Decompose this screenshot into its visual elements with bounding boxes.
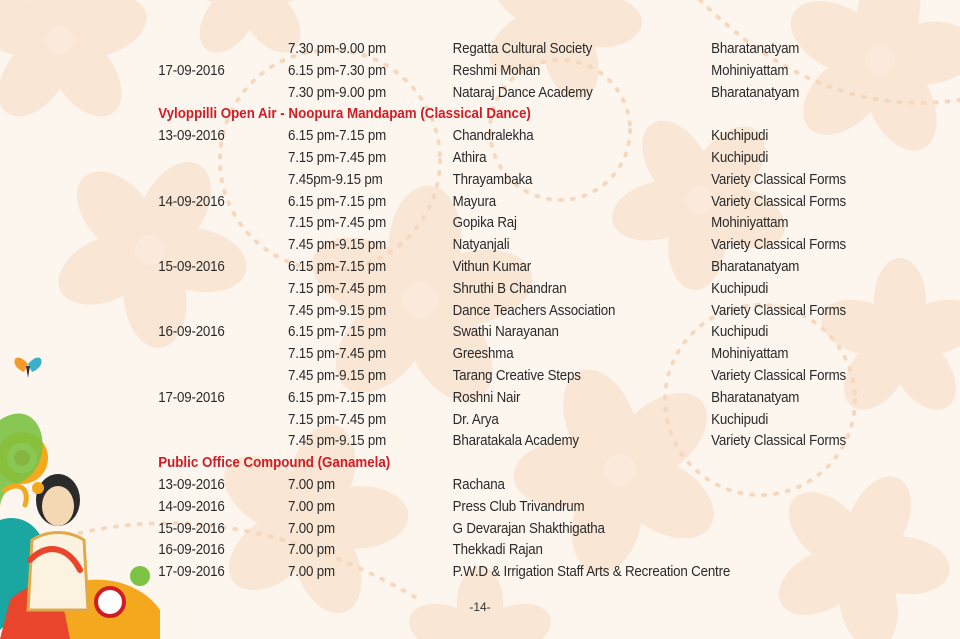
time-cell: 7.30 pm-9.00 pm	[287, 84, 387, 101]
schedule-row	[0, 410, 883, 432]
time-cell: 7.30 pm-9.00 pm	[287, 41, 387, 57]
date-cell: 14-09-2016	[158, 498, 225, 515]
performer-cell: Mayura	[452, 193, 497, 210]
date-cell: 13-09-2016	[158, 476, 225, 493]
dance-form-cell: Bharatanatyam	[711, 389, 800, 406]
performer-cell: Roshni Nair	[452, 389, 521, 406]
time-cell: 7.00 pm	[287, 476, 335, 493]
time-cell: 7.15 pm-7.45 pm	[287, 411, 387, 428]
section-heading	[0, 453, 883, 475]
time-cell: 7.00 pm	[287, 520, 335, 537]
schedule-row	[0, 344, 883, 366]
performer-cell: Thekkadi Rajan	[452, 542, 543, 559]
date-cell: 15-09-2016	[158, 520, 225, 537]
performer-cell: Thrayambaka	[452, 171, 533, 188]
dance-form-cell: Kuchipudi	[711, 411, 769, 428]
time-cell: 7.00 pm	[287, 564, 335, 581]
schedule-table	[0, 39, 960, 584]
performer-cell: Dr. Arya	[452, 411, 499, 428]
time-cell: 7.15 pm-7.45 pm	[287, 215, 387, 232]
performer-cell: Rachana	[452, 476, 505, 493]
performer-cell: Swathi Narayanan	[452, 324, 559, 341]
performer-cell: Chandralekha	[452, 128, 534, 145]
time-cell: 7.15 pm-7.45 pm	[287, 346, 387, 363]
schedule-row	[0, 148, 883, 170]
page-number: -14-	[469, 600, 491, 614]
dance-form-cell: Bharatanatyam	[711, 41, 800, 57]
schedule-row	[0, 279, 883, 301]
time-cell: 7.45 pm-9.15 pm	[287, 237, 387, 254]
date-cell: 16-09-2016	[158, 542, 225, 559]
schedule-row	[0, 475, 883, 497]
performer-cell: Bharatakala Academy	[452, 433, 579, 450]
dance-form-cell: Variety Classical Forms	[711, 433, 847, 450]
performer-cell: Reshmi Mohan	[452, 62, 541, 79]
schedule-row	[0, 388, 883, 410]
time-cell: 7.45pm-9.15 pm	[287, 171, 383, 188]
dance-form-cell: Variety Classical Forms	[711, 237, 847, 254]
time-cell: 6.15 pm-7.15 pm	[287, 258, 387, 275]
date-cell: 17-09-2016	[158, 564, 225, 581]
performer-cell: Dance Teachers Association	[452, 302, 616, 319]
dance-form-cell: Bharatanatyam	[711, 84, 800, 101]
performer-cell: Greeshma	[452, 346, 514, 363]
date-cell: 15-09-2016	[158, 258, 225, 275]
performer-cell: G Devarajan Shakthigatha	[452, 520, 605, 537]
section-heading-text: Public Office Compound (Ganamela)	[158, 455, 391, 472]
time-cell: 6.15 pm-7.15 pm	[287, 389, 387, 406]
dance-form-cell: Variety Classical Forms	[711, 171, 847, 188]
dance-form-cell: Kuchipudi	[711, 149, 769, 166]
time-cell: 6.15 pm-7.15 pm	[287, 193, 387, 210]
schedule-row	[0, 257, 883, 279]
section-heading-text: Vyloppilli Open Air - Noopura Mandapam (Classical Dance)	[158, 106, 531, 123]
performer-cell: P.W.D & Irrigation Staff Arts & Recreation Centre	[452, 564, 731, 581]
time-cell: 7.45 pm-9.15 pm	[287, 302, 387, 319]
date-cell: 14-09-2016	[158, 193, 225, 210]
time-cell: 7.15 pm-7.45 pm	[287, 149, 387, 166]
performer-cell: Regatta Cultural Society	[452, 41, 593, 57]
time-cell: 7.45 pm-9.15 pm	[287, 433, 387, 450]
date-cell: 13-09-2016	[158, 128, 225, 145]
performer-cell: Gopika Raj	[452, 215, 517, 232]
date-cell: 16-09-2016	[158, 324, 225, 341]
schedule-row	[0, 519, 883, 541]
date-cell: 17-09-2016	[158, 389, 225, 406]
time-cell: 7.15 pm-7.45 pm	[287, 280, 387, 297]
dance-form-cell: Variety Classical Forms	[711, 193, 847, 210]
time-cell: 7.45 pm-9.15 pm	[287, 367, 387, 384]
schedule-row	[0, 235, 883, 257]
performer-cell: Tarang Creative Steps	[452, 367, 581, 384]
dance-form-cell: Bharatanatyam	[711, 258, 800, 275]
performer-cell: Natyanjali	[452, 237, 510, 254]
schedule-row	[0, 213, 883, 235]
schedule-row	[0, 192, 883, 214]
performer-cell: Nataraj Dance Academy	[452, 84, 593, 101]
dance-form-cell: Variety Classical Forms	[711, 302, 847, 319]
dance-form-cell: Variety Classical Forms	[711, 367, 847, 384]
time-cell: 7.00 pm	[287, 542, 335, 559]
performer-cell: Press Club Trivandrum	[452, 498, 585, 515]
dance-form-cell: Kuchipudi	[711, 280, 769, 297]
time-cell: 6.15 pm-7.15 pm	[287, 324, 387, 341]
performer-cell: Vithun Kumar	[452, 258, 532, 275]
schedule-row	[0, 126, 883, 148]
date-cell: 17-09-2016	[158, 62, 225, 79]
schedule-row	[0, 170, 883, 192]
dance-form-cell: Kuchipudi	[711, 128, 769, 145]
dance-form-cell: Kuchipudi	[711, 324, 769, 341]
schedule-row	[0, 562, 883, 584]
time-cell: 6.15 pm-7.15 pm	[287, 128, 387, 145]
performer-cell: Athira	[452, 149, 487, 166]
schedule-row	[0, 61, 883, 83]
schedule-row	[0, 322, 883, 344]
schedule-row	[0, 431, 883, 453]
dance-form-cell: Mohiniyattam	[711, 62, 789, 79]
schedule-row	[0, 540, 883, 562]
schedule-row	[0, 497, 883, 519]
dance-form-cell: Mohiniyattam	[711, 346, 789, 363]
performer-cell: Shruthi B Chandran	[452, 280, 567, 297]
schedule-row	[0, 301, 883, 323]
schedule-row	[0, 39, 883, 61]
section-heading	[0, 104, 883, 126]
schedule-row	[0, 366, 883, 388]
time-cell: 7.00 pm	[287, 498, 335, 515]
schedule-row	[0, 83, 883, 105]
time-cell: 6.15 pm-7.30 pm	[287, 62, 387, 79]
dance-form-cell: Mohiniyattam	[711, 215, 789, 232]
